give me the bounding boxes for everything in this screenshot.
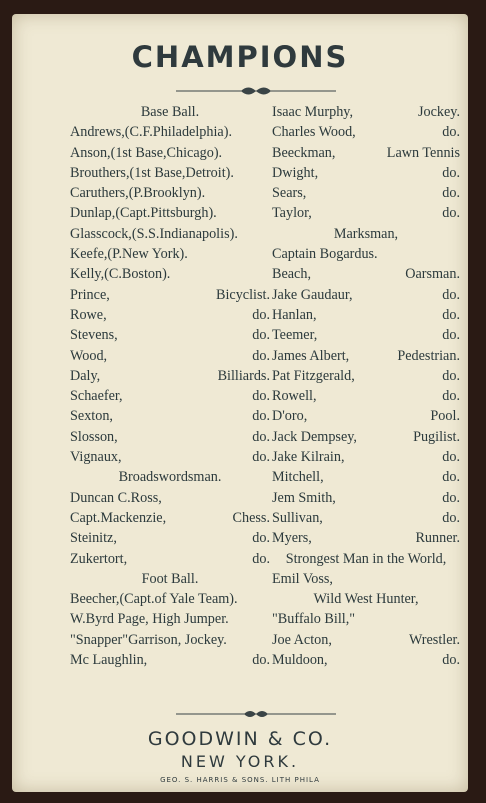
champion-name: Wood,: [70, 347, 108, 364]
champion-entry: [272, 346, 460, 366]
champion-sport: do.: [252, 449, 270, 466]
champion-entry: [70, 549, 270, 569]
champion-sport: do.: [442, 489, 460, 506]
champion-sport: do.: [442, 124, 460, 141]
champion-entry: [272, 264, 460, 284]
champion-entry: [70, 447, 270, 467]
champion-entry: [272, 386, 460, 406]
champion-name: Captain Bogardus.: [272, 246, 378, 263]
champion-name: Teemer,: [272, 327, 318, 344]
champion-sport: do.: [442, 185, 460, 202]
category-heading: [70, 102, 270, 122]
champion-sport: do.: [442, 449, 460, 466]
champion-entry: [272, 102, 460, 122]
champion-name: Beeckman,: [272, 144, 336, 161]
left-column: [70, 102, 270, 670]
champion-entry: [70, 285, 270, 305]
champion-sport: do.: [252, 428, 270, 445]
champion-entry: [272, 163, 460, 183]
champion-entry: [70, 386, 270, 406]
printer-credit: GEO. S. HARRIS & SONS. LITH PHILA: [160, 776, 320, 784]
champion-entry: [70, 366, 270, 386]
champion-entry: [70, 528, 270, 548]
champion-entry: [272, 285, 460, 305]
category-heading: [70, 467, 270, 487]
champion-entry: [70, 609, 270, 629]
champion-name: Prince,: [70, 286, 110, 303]
champion-entry: [272, 143, 460, 163]
champion-entry: [70, 488, 270, 508]
right-column: [272, 102, 460, 670]
champion-name: Joe Acton,: [272, 631, 332, 648]
champion-name: Wild West Hunter,: [313, 591, 419, 608]
title-ornament: [176, 84, 336, 98]
champion-name: Hanlan,: [272, 306, 317, 323]
champion-name: Stevens,: [70, 327, 118, 344]
champion-name: Steinitz,: [70, 530, 117, 547]
publisher-city: NEW YORK.: [180, 752, 300, 771]
champion-entry: [272, 122, 460, 142]
champion-name: Sears,: [272, 185, 307, 202]
champion-name: Jack Dempsey,: [272, 428, 357, 445]
champion-entry: [272, 630, 460, 650]
publisher-name: GOODWIN & CO.: [147, 728, 333, 750]
champion-name: W.Byrd Page, High Jumper.: [70, 611, 229, 628]
champion-name: Myers,: [272, 530, 312, 547]
champion-entry: [272, 447, 460, 467]
champion-entry: [272, 508, 460, 528]
champion-name: Caruthers,(P.Brooklyn).: [70, 185, 206, 202]
champion-name: Kelly,(C.Boston).: [70, 266, 171, 283]
champion-entry: [272, 650, 460, 670]
champion-entry: [70, 305, 270, 325]
champion-name: Vignaux,: [70, 449, 122, 466]
champion-name: Isaac Murphy,: [272, 104, 354, 120]
champion-name: Muldoon,: [272, 652, 328, 669]
footer-ornament: [176, 708, 336, 720]
champion-entry: [272, 183, 460, 203]
champion-sport: do.: [442, 509, 460, 526]
champion-name: Schaefer,: [70, 388, 123, 405]
champion-name: D'oro,: [272, 408, 308, 425]
champion-sport: do.: [442, 469, 460, 486]
champion-name: Mitchell,: [272, 469, 324, 486]
champion-sport: do.: [442, 164, 460, 181]
champion-sport: Jockey.: [417, 104, 460, 120]
champion-name: Beecher,(Capt.of Yale Team).: [70, 591, 238, 608]
champion-sport: do.: [442, 306, 460, 323]
champion-entry: [272, 609, 460, 629]
champion-name: Glasscock,(S.S.Indianapolis).: [70, 225, 238, 242]
champion-sport: do.: [252, 408, 270, 425]
champion-name: Strongest Man in the World,: [285, 550, 447, 567]
champion-name: Base Ball.: [140, 104, 200, 120]
champion-name: Sexton,: [70, 408, 113, 425]
champion-sport: do.: [252, 347, 270, 364]
champion-name: Keefe,(P.New York).: [70, 246, 188, 263]
champion-entry: [272, 427, 460, 447]
champion-sport: do.: [442, 367, 460, 384]
champion-entry: [272, 203, 460, 223]
champion-entry: [70, 589, 270, 609]
champion-name: "Snapper"Garrison, Jockey.: [70, 631, 227, 648]
champion-name: Jem Smith,: [272, 489, 336, 506]
champion-name: Taylor,: [272, 205, 312, 222]
champion-name: Broadswordsman.: [118, 469, 222, 486]
champion-sport: Bicyclist.: [216, 286, 270, 303]
champion-sport: do.: [252, 388, 270, 405]
champion-entry: [70, 406, 270, 426]
champion-sport: do.: [442, 327, 460, 344]
champion-sport: do.: [252, 652, 270, 669]
champion-name: Charles Wood,: [272, 124, 356, 141]
category-heading: [70, 569, 270, 589]
champion-name: Anson,(1st Base,Chicago).: [70, 144, 223, 161]
champion-name: Daly,: [70, 367, 101, 384]
card-title: CHAMPIONS: [131, 40, 349, 74]
champion-sport: Runner.: [415, 530, 460, 547]
category-heading: [272, 589, 460, 609]
champion-sport: do.: [442, 205, 460, 222]
champion-name: Dwight,: [272, 164, 319, 181]
champion-entry: [272, 366, 460, 386]
champion-name: Beach,: [272, 266, 311, 283]
champion-entry: [272, 244, 460, 264]
champion-sport: do.: [442, 286, 460, 303]
champion-name: Zukertort,: [70, 550, 128, 567]
champion-entry: [272, 406, 460, 426]
champions-card: [12, 14, 468, 792]
champion-entry: [70, 224, 270, 244]
champion-sport: Oarsman.: [405, 266, 460, 283]
champion-name: Capt.Mackenzie,: [70, 509, 167, 526]
champion-sport: Lawn Tennis: [386, 144, 460, 161]
champion-name: Jake Gaudaur,: [272, 286, 353, 303]
champion-name: Sullivan,: [272, 509, 323, 526]
champion-sport: do.: [252, 550, 270, 567]
champion-sport: Pool.: [430, 408, 460, 425]
champion-sport: do.: [442, 388, 460, 405]
champion-entry: [70, 122, 270, 142]
champion-sport: Pugilist.: [413, 428, 460, 445]
champion-name: Slosson,: [70, 428, 118, 445]
champion-sport: Chess.: [232, 509, 270, 526]
champion-name: James Albert,: [272, 347, 350, 364]
champion-name: Mc Laughlin,: [70, 652, 148, 669]
champion-name: Dunlap,(Capt.Pittsburgh).: [70, 205, 217, 222]
champion-entry: [70, 244, 270, 264]
champion-entry: [272, 569, 460, 589]
champion-name: Rowell,: [272, 388, 317, 405]
champion-entry: [70, 325, 270, 345]
champion-entry: [272, 467, 460, 487]
champion-name: "Buffalo Bill,": [272, 611, 356, 628]
champion-name: Brouthers,(1st Base,Detroit).: [70, 164, 234, 181]
champion-name: Andrews,(C.F.Philadelphia).: [70, 124, 232, 141]
champion-entry: [70, 508, 270, 528]
champion-entry: [70, 346, 270, 366]
champion-entry: [272, 528, 460, 548]
champion-entry: [272, 488, 460, 508]
champion-sport: do.: [252, 306, 270, 323]
champion-entry: [70, 163, 270, 183]
champion-entry: [70, 143, 270, 163]
champion-name: Duncan C.Ross,: [70, 489, 162, 506]
champion-name: Rowe,: [70, 306, 107, 323]
champion-sport: Billiards.: [217, 367, 270, 384]
champion-name: Foot Ball.: [141, 570, 199, 587]
champion-entry: [70, 427, 270, 447]
champion-entry: [70, 264, 270, 284]
champion-entry: [70, 630, 270, 650]
champion-entry: [70, 650, 270, 670]
champion-sport: Pedestrian.: [397, 347, 460, 364]
category-heading: [272, 224, 460, 244]
champion-sport: Wrestler.: [408, 631, 460, 648]
champion-name: Pat Fitzgerald,: [272, 367, 355, 384]
champion-name: Jake Kilrain,: [272, 449, 345, 466]
champion-entry: [272, 325, 460, 345]
champion-name: Marksman,: [333, 225, 399, 242]
champion-sport: do.: [252, 327, 270, 344]
champion-sport: do.: [442, 652, 460, 669]
category-heading: [272, 549, 460, 569]
champion-entry: [272, 305, 460, 325]
champion-entry: [70, 203, 270, 223]
champion-name: Emil Voss,: [272, 570, 333, 587]
champion-entry: [70, 183, 270, 203]
champion-sport: do.: [252, 530, 270, 547]
